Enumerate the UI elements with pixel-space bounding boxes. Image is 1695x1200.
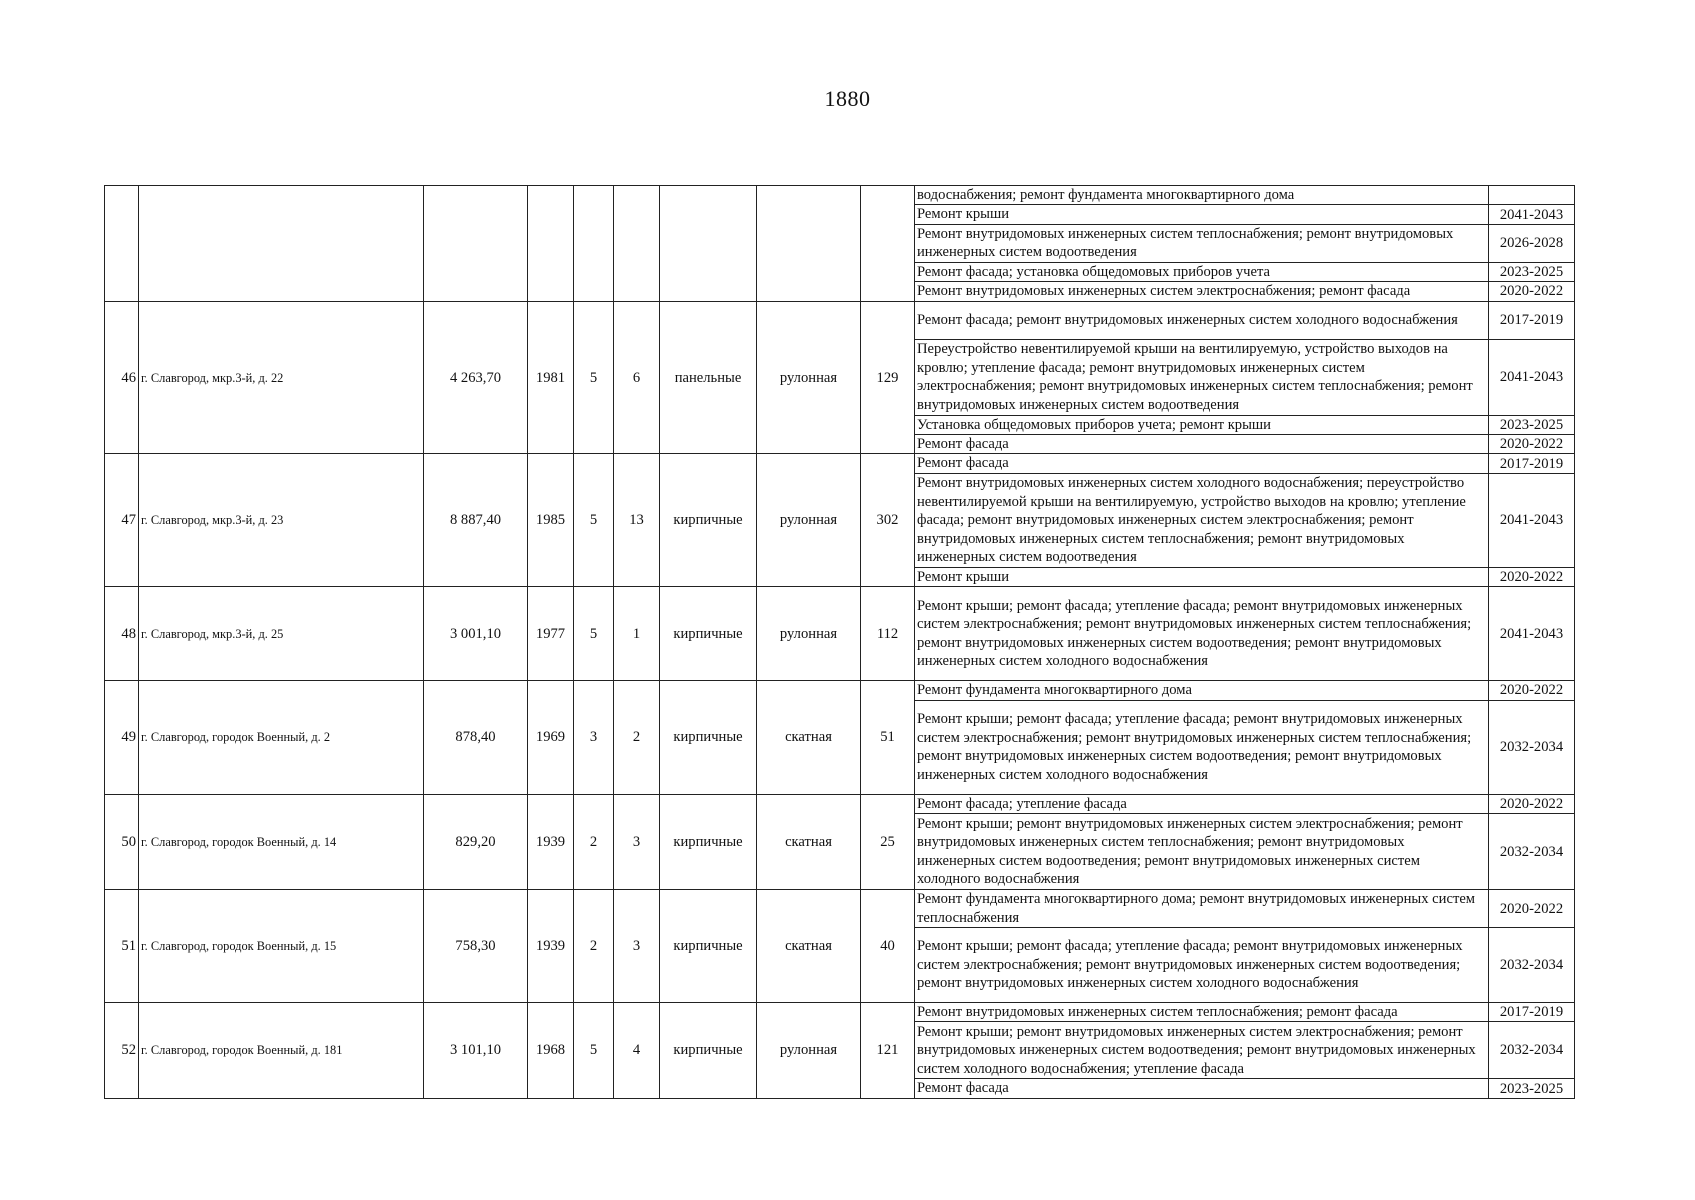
work-period: 2020-2022 <box>1489 435 1575 454</box>
building-year: 1969 <box>528 681 574 794</box>
table-row <box>105 890 1575 928</box>
building-entrances: 13 <box>614 454 660 587</box>
building-roof: рулонная <box>757 1003 861 1099</box>
work-period <box>1489 186 1575 205</box>
building-number-continued <box>105 186 139 302</box>
page-number: 1880 <box>824 86 871 111</box>
table-row <box>105 794 1575 813</box>
work-description: Ремонт внутридомовых инженерных систем электроснабжения; ремонт фасада <box>915 282 1489 301</box>
building-number: 48 <box>105 587 139 681</box>
building-walls: кирпичные <box>660 890 757 1003</box>
work-description: Ремонт фасада; утепление фасада <box>915 794 1489 813</box>
building-residents: 129 <box>861 301 915 454</box>
work-period: 2020-2022 <box>1489 567 1575 586</box>
work-description: Ремонт фундамента многоквартирного дома <box>915 681 1489 700</box>
building-address: г. Славгород, мкр.3-й, д. 22 <box>139 301 424 454</box>
building-number: 46 <box>105 301 139 454</box>
building-entrances: 1 <box>614 587 660 681</box>
work-period: 2017-2019 <box>1489 1003 1575 1022</box>
work-description: Ремонт крыши; ремонт внутридомовых инженерных систем электроснабжения; ремонт внутридомовых инженерных систем водоотведения; ремонт внутридомовых инженерных систем холодного водоснабжения; утепление фасада <box>915 1022 1489 1079</box>
building-area: 3 001,10 <box>424 587 528 681</box>
work-period: 2023-2025 <box>1489 1079 1575 1098</box>
work-period: 2023-2025 <box>1489 262 1575 281</box>
work-period: 2026-2028 <box>1489 224 1575 262</box>
work-period: 2020-2022 <box>1489 890 1575 928</box>
building-roof: скатная <box>757 681 861 794</box>
table-row <box>105 454 1575 473</box>
building-roof: рулонная <box>757 301 861 454</box>
building-roof: скатная <box>757 890 861 1003</box>
building-walls: кирпичные <box>660 454 757 587</box>
building-residents: 51 <box>861 681 915 794</box>
building-residents: 121 <box>861 1003 915 1099</box>
building-walls-continued <box>660 186 757 302</box>
building-floors: 5 <box>574 1003 614 1099</box>
building-address: г. Славгород, городок Военный, д. 15 <box>139 890 424 1003</box>
building-residents: 112 <box>861 587 915 681</box>
building-floors-continued <box>574 186 614 302</box>
work-description: Ремонт крыши; ремонт фасада; утепление фасада; ремонт внутридомовых инженерных систем электроснабжения; ремонт внутридомовых инженерных систем водоотведения; ремонт внутридомовых инженерных систем холодного водоснабжения <box>915 928 1489 1003</box>
work-period: 2023-2025 <box>1489 415 1575 434</box>
work-description: Ремонт фасада <box>915 1079 1489 1098</box>
building-address-continued <box>139 186 424 302</box>
work-description: Ремонт фасада <box>915 435 1489 454</box>
work-description: Ремонт внутридомовых инженерных систем холодного водоснабжения; переустройство невентилируемой крыши на вентилируемую, устройство выходов на кровлю; утепление фасада; ремонт внутридомовых инженерных систем электроснабжения; ремонт внутридомовых инженерных систем теплоснабжения; ремонт внутридомовых инженерных систем водоотведения <box>915 473 1489 567</box>
work-period: 2041-2043 <box>1489 205 1575 224</box>
work-description: Переустройство невентилируемой крыши на вентилируемую, устройство выходов на кровлю; утепление фасада; ремонт внутридомовых инженерных систем электроснабжения; ремонт внутридомовых инженерных систем теплоснабжения; ремонт внутридомовых инженерных систем водоотведения <box>915 339 1489 415</box>
building-walls: кирпичные <box>660 587 757 681</box>
building-entrances: 4 <box>614 1003 660 1099</box>
building-walls: кирпичные <box>660 794 757 889</box>
building-floors: 5 <box>574 587 614 681</box>
building-residents: 302 <box>861 454 915 587</box>
work-description: Ремонт крыши; ремонт фасада; утепление фасада; ремонт внутридомовых инженерных систем электроснабжения; ремонт внутридомовых инженерных систем теплоснабжения; ремонт внутридомовых инженерных систем водоотведения; ремонт внутридомовых инженерных систем холодного водоснабжения <box>915 587 1489 681</box>
building-address: г. Славгород, мкр.3-й, д. 25 <box>139 587 424 681</box>
work-description: Ремонт фасада; ремонт внутридомовых инженерных систем холодного водоснабжения <box>915 301 1489 339</box>
building-floors: 2 <box>574 794 614 889</box>
building-residents-continued <box>861 186 915 302</box>
work-description: Установка общедомовых приборов учета; ремонт крыши <box>915 415 1489 434</box>
building-area: 878,40 <box>424 681 528 794</box>
work-period: 2032-2034 <box>1489 928 1575 1003</box>
work-description: Ремонт фасада <box>915 454 1489 473</box>
building-year: 1939 <box>528 794 574 889</box>
building-roof: рулонная <box>757 454 861 587</box>
building-address: г. Славгород, мкр.3-й, д. 23 <box>139 454 424 587</box>
building-year: 1968 <box>528 1003 574 1099</box>
building-area: 829,20 <box>424 794 528 889</box>
work-period: 2020-2022 <box>1489 794 1575 813</box>
table-row <box>105 301 1575 339</box>
work-period: 2032-2034 <box>1489 700 1575 794</box>
work-description: Ремонт внутридомовых инженерных систем теплоснабжения; ремонт фасада <box>915 1003 1489 1022</box>
building-walls: панельные <box>660 301 757 454</box>
building-year: 1985 <box>528 454 574 587</box>
building-walls: кирпичные <box>660 681 757 794</box>
building-area: 758,30 <box>424 890 528 1003</box>
building-entrances: 2 <box>614 681 660 794</box>
work-period: 2041-2043 <box>1489 339 1575 415</box>
work-description: Ремонт крыши; ремонт внутридомовых инженерных систем электроснабжения; ремонт внутридомовых инженерных систем теплоснабжения; ремонт внутридомовых инженерных систем водоотведения; ремонт внутридомовых инженерных систем холодного водоснабжения <box>915 814 1489 890</box>
building-entrances: 3 <box>614 890 660 1003</box>
work-period: 2017-2019 <box>1489 301 1575 339</box>
building-residents: 40 <box>861 890 915 1003</box>
work-period: 2032-2034 <box>1489 1022 1575 1079</box>
building-number: 51 <box>105 890 139 1003</box>
building-number: 47 <box>105 454 139 587</box>
buildings-register-table <box>104 185 1575 1099</box>
building-roof: скатная <box>757 794 861 889</box>
work-description: Ремонт фасада; установка общедомовых приборов учета <box>915 262 1489 281</box>
work-period: 2041-2043 <box>1489 473 1575 567</box>
register-body <box>105 186 1575 1099</box>
building-year: 1977 <box>528 587 574 681</box>
work-description: водоснабжения; ремонт фундамента многоквартирного дома <box>915 186 1489 205</box>
building-residents: 25 <box>861 794 915 889</box>
work-period: 2032-2034 <box>1489 814 1575 890</box>
building-year: 1939 <box>528 890 574 1003</box>
building-floors: 5 <box>574 454 614 587</box>
work-description: Ремонт внутридомовых инженерных систем теплоснабжения; ремонт внутридомовых инженерных систем водоотведения <box>915 224 1489 262</box>
work-period: 2020-2022 <box>1489 282 1575 301</box>
building-area: 3 101,10 <box>424 1003 528 1099</box>
building-floors: 5 <box>574 301 614 454</box>
work-period: 2020-2022 <box>1489 681 1575 700</box>
work-description: Ремонт крыши <box>915 205 1489 224</box>
table-row <box>105 587 1575 681</box>
building-area-continued <box>424 186 528 302</box>
building-floors: 2 <box>574 890 614 1003</box>
building-entrances: 6 <box>614 301 660 454</box>
work-period: 2017-2019 <box>1489 454 1575 473</box>
table-row <box>105 681 1575 700</box>
building-floors: 3 <box>574 681 614 794</box>
building-address: г. Славгород, городок Военный, д. 2 <box>139 681 424 794</box>
building-area: 8 887,40 <box>424 454 528 587</box>
work-description: Ремонт крыши <box>915 567 1489 586</box>
building-entrances: 3 <box>614 794 660 889</box>
building-roof: рулонная <box>757 587 861 681</box>
building-year-continued <box>528 186 574 302</box>
building-walls: кирпичные <box>660 1003 757 1099</box>
building-roof-continued <box>757 186 861 302</box>
building-entrances-continued <box>614 186 660 302</box>
work-period: 2041-2043 <box>1489 587 1575 681</box>
building-area: 4 263,70 <box>424 301 528 454</box>
building-address: г. Славгород, городок Военный, д. 181 <box>139 1003 424 1099</box>
building-year: 1981 <box>528 301 574 454</box>
work-description: Ремонт крыши; ремонт фасада; утепление фасада; ремонт внутридомовых инженерных систем электроснабжения; ремонт внутридомовых инженерных систем теплоснабжения; ремонт внутридомовых инженерных систем водоотведения; ремонт внутридомовых инженерных систем холодного водоснабжения <box>915 700 1489 794</box>
building-address: г. Славгород, городок Военный, д. 14 <box>139 794 424 889</box>
table-row <box>105 1003 1575 1022</box>
work-description: Ремонт фундамента многоквартирного дома; ремонт внутридомовых инженерных систем теплоснабжения <box>915 890 1489 928</box>
table-row <box>105 186 1575 205</box>
building-number: 52 <box>105 1003 139 1099</box>
building-number: 49 <box>105 681 139 794</box>
building-number: 50 <box>105 794 139 889</box>
